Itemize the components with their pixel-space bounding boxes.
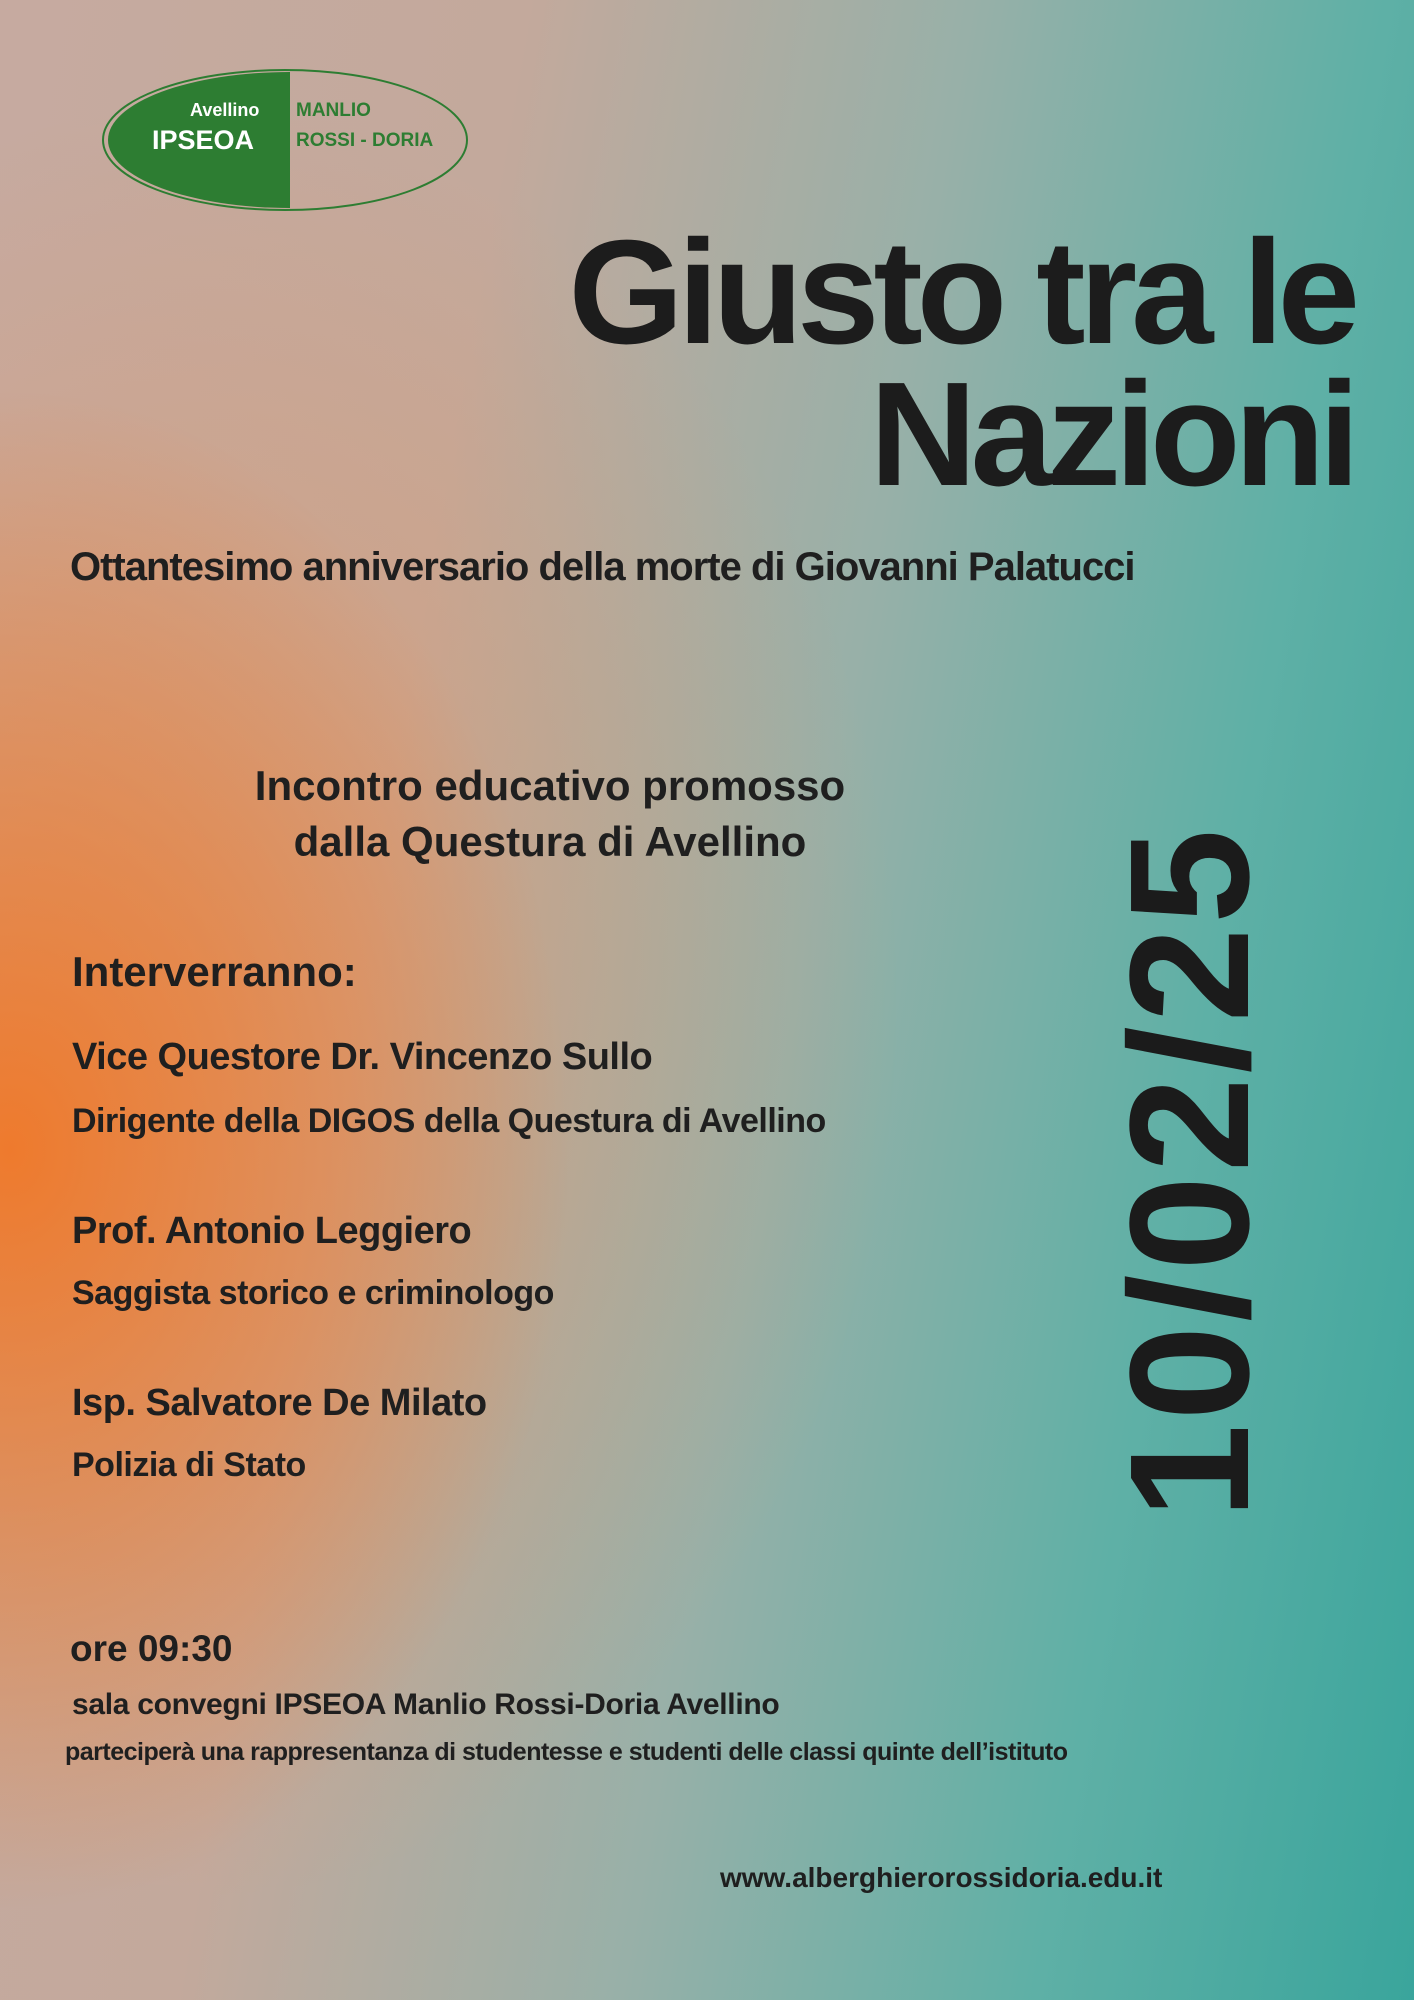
speakers-heading: Interverranno: [72, 948, 357, 995]
logo-school: IPSEOA [152, 125, 255, 155]
speaker-3-role: Polizia di Stato [72, 1446, 306, 1484]
event-note: parteciperà una rappresentanza di studentesse e studenti delle classi quinte dell’istituto [65, 1738, 1068, 1766]
logo-city: Avellino [190, 100, 260, 120]
page-title [354, 210, 1354, 517]
speaker-3-name: Isp. Salvatore De Milato [72, 1382, 487, 1424]
promo-text [150, 758, 950, 870]
promo-line-2: dalla Questura di Avellino [293, 818, 807, 865]
event-venue: sala convegni IPSEOA Manlio Rossi-Doria Avellino [72, 1688, 780, 1721]
speaker-2-role: Saggista storico e criminologo [72, 1274, 554, 1312]
promo-line-1: Incontro educativo promosso [254, 762, 846, 809]
website-link[interactable]: www.alberghierorossidoria.edu.it [720, 1862, 1163, 1893]
title-line-1: Giusto tra le [568, 210, 1354, 375]
speaker-2-name: Prof. Antonio Leggiero [72, 1210, 472, 1252]
logo-name-line2: ROSSI - DORIA [296, 130, 434, 151]
title-line-2: Nazioni [869, 352, 1354, 517]
event-date: 10/02/25 [1095, 825, 1285, 1519]
logo-name-line1: MANLIO [296, 100, 371, 121]
speaker-1-name: Vice Questore Dr. Vincenzo Sullo [72, 1036, 653, 1078]
event-time: ore 09:30 [70, 1628, 233, 1669]
subtitle: Ottantesimo anniversario della morte di Giovanni Palatucci [70, 545, 1135, 589]
speaker-1-role: Dirigente della DIGOS della Questura di Avellino [72, 1102, 826, 1140]
